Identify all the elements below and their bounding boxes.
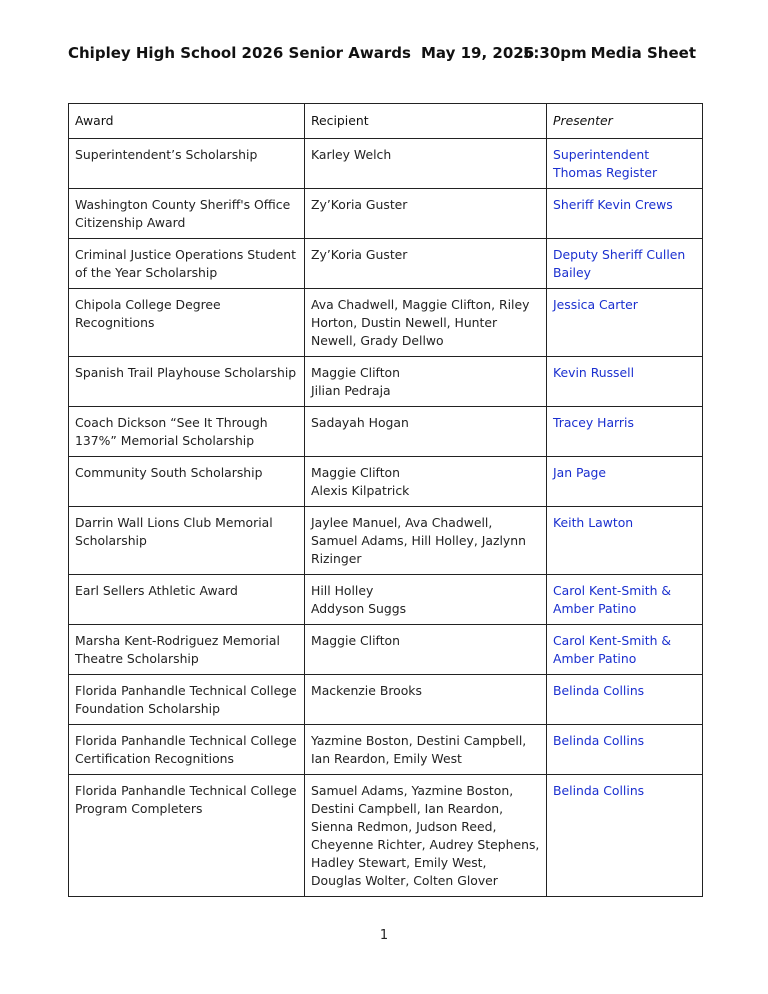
recipient-cell: Maggie Clifton xyxy=(305,625,547,675)
table-row xyxy=(69,625,703,675)
recipient-cell: Jaylee Manuel, Ava Chadwell, Samuel Adams, Hill Holley, Jazlynn Rizinger xyxy=(305,507,547,575)
recipient-cell: Mackenzie Brooks xyxy=(305,675,547,725)
presenter-cell: Jan Page xyxy=(547,457,703,507)
recipient-cell: Yazmine Boston, Destini Campbell, Ian Reardon, Emily West xyxy=(305,725,547,775)
presenter-cell: Keith Lawton xyxy=(547,507,703,575)
presenter-cell: Belinda Collins xyxy=(547,775,703,897)
table-row xyxy=(69,139,703,189)
recipient-cell: Zy’Koria Guster xyxy=(305,189,547,239)
award-cell: Florida Panhandle Technical College Foundation Scholarship xyxy=(69,675,305,725)
award-cell: Spanish Trail Playhouse Scholarship xyxy=(69,357,305,407)
recipient-cell: Samuel Adams, Yazmine Boston, Destini Campbell, Ian Reardon, Sienna Redmon, Judson Reed, Cheyenne Richter, Audrey Stephens, Hadley Stewart, Emily West, Douglas Wolter, Colten Glover xyxy=(305,775,547,897)
award-cell: Marsha Kent-Rodriguez Memorial Theatre Scholarship xyxy=(69,625,305,675)
award-cell: Darrin Wall Lions Club Memorial Scholarship xyxy=(69,507,305,575)
table-row xyxy=(69,457,703,507)
presenter-cell: Carol Kent-Smith & Amber Patino xyxy=(547,625,703,675)
award-cell: Criminal Justice Operations Student of the Year Scholarship xyxy=(69,239,305,289)
table-row xyxy=(69,575,703,625)
table-row xyxy=(69,675,703,725)
presenter-cell: Kevin Russell xyxy=(547,357,703,407)
award-cell: Florida Panhandle Technical College Program Completers xyxy=(69,775,305,897)
recipient-cell: Sadayah Hogan xyxy=(305,407,547,457)
presenter-cell: Tracey Harris xyxy=(547,407,703,457)
presenter-cell: Sheriff Kevin Crews xyxy=(547,189,703,239)
table-row xyxy=(69,289,703,357)
recipient-column-header: Recipient xyxy=(305,104,547,139)
presenter-cell: Carol Kent-Smith & Amber Patino xyxy=(547,575,703,625)
presenter-cell: Jessica Carter xyxy=(547,289,703,357)
table-row xyxy=(69,725,703,775)
award-cell: Earl Sellers Athletic Award xyxy=(69,575,305,625)
sheet-label: Media Sheet xyxy=(590,44,696,62)
presenter-cell: Belinda Collins xyxy=(547,725,703,775)
awards-table xyxy=(68,103,703,897)
recipient-cell: Ava Chadwell, Maggie Clifton, Riley Horton, Dustin Newell, Hunter Newell, Grady Dellwo xyxy=(305,289,547,357)
presenter-column-header: Presenter xyxy=(547,104,703,139)
presenter-cell: Belinda Collins xyxy=(547,675,703,725)
presenter-cell: Deputy Sheriff Cullen Bailey xyxy=(547,239,703,289)
page-number: 1 xyxy=(379,928,389,943)
event-date: May 19, 2026 xyxy=(421,44,535,62)
table-row xyxy=(69,239,703,289)
table-header-row xyxy=(69,104,703,139)
award-cell: Washington County Sheriff's Office Citizenship Award xyxy=(69,189,305,239)
recipient-cell: Maggie Clifton Alexis Kilpatrick xyxy=(305,457,547,507)
document-header xyxy=(68,44,700,68)
award-column-header: Award xyxy=(69,104,305,139)
award-cell: Community South Scholarship xyxy=(69,457,305,507)
recipient-cell: Zy’Koria Guster xyxy=(305,239,547,289)
event-time: 5:30pm xyxy=(523,44,587,62)
document-title: Chipley High School 2026 Senior Awards xyxy=(68,44,411,62)
recipient-cell: Hill Holley Addyson Suggs xyxy=(305,575,547,625)
table-row xyxy=(69,357,703,407)
table-row xyxy=(69,189,703,239)
award-cell: Florida Panhandle Technical College Certification Recognitions xyxy=(69,725,305,775)
award-cell: Coach Dickson “See It Through 137%” Memorial Scholarship xyxy=(69,407,305,457)
table-row xyxy=(69,507,703,575)
recipient-cell: Karley Welch xyxy=(305,139,547,189)
presenter-cell: Superintendent Thomas Register xyxy=(547,139,703,189)
recipient-cell: Maggie Clifton Jilian Pedraja xyxy=(305,357,547,407)
table-row xyxy=(69,775,703,897)
award-cell: Chipola College Degree Recognitions xyxy=(69,289,305,357)
table-row xyxy=(69,407,703,457)
award-cell: Superintendent’s Scholarship xyxy=(69,139,305,189)
